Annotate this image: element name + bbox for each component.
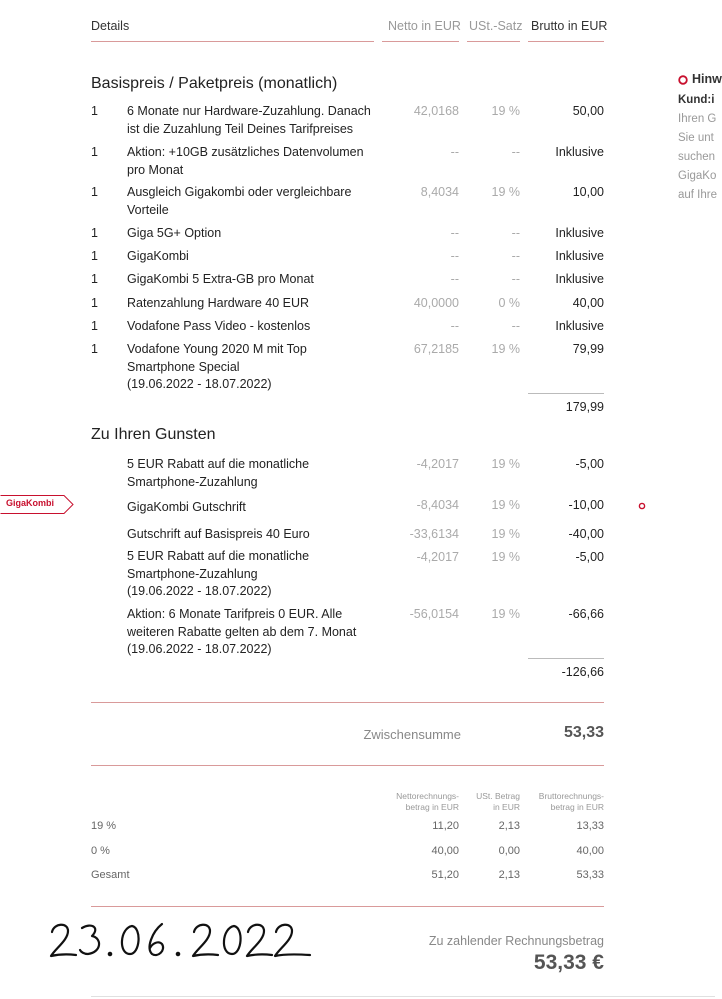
tax-header-gross-line2: betrag in EUR [550,802,604,812]
subtotal-value: 53,33 [563,724,604,741]
subtotal-divider-top [91,702,604,703]
header-underline-netto [382,41,459,42]
item-gross: 50,00 [572,104,604,118]
item-description: GigaKombi [127,249,189,263]
tax-row-label: 0 % [91,845,110,857]
tax-header-net [396,791,459,813]
tax-row-vat: 2,13 [498,869,520,881]
footer-divider [91,996,715,997]
tax-header-net-line1: Nettorechnungs- [396,791,459,801]
header-underline-brutto [528,41,604,42]
item-vat: 19 % [491,104,520,118]
tax-header-net-line2: betrag in EUR [405,802,459,812]
item-net: -56,0154 [409,607,459,621]
tax-row-gross: 53,33 [576,869,604,881]
side-note-line: Sie unt [678,132,714,144]
credit-total-divider [528,658,604,659]
item-gross: Inklusive [555,319,604,333]
item-net: -- [450,249,459,263]
item-description: Vodafone Pass Video - kostenlos [127,319,311,333]
item-description: 6 Monate nur Hardware-Zuzahlung. Danach ist die Zuzahlung Teil Deines Tarifpreises [127,104,371,136]
tax-header-gross [539,791,604,813]
header-underline-details [91,41,374,42]
handwritten-date-mark [48,918,318,964]
side-note-line: Kund:i [678,94,715,106]
column-header-ust: USt.-Satz [469,19,523,33]
section-title-credit: Zu Ihren Gunsten [91,426,216,443]
item-qty: 1 [91,296,98,310]
item-net: -- [450,272,459,286]
gigakombi-tag [0,495,74,514]
item-vat: 19 % [491,527,520,541]
item-vat: -- [511,249,520,263]
base-total-divider [528,393,604,394]
item-description: Giga 5G+ Option [127,226,222,240]
item-gross: Inklusive [555,272,604,286]
item-vat: 0 % [498,296,520,310]
item-vat: -- [511,226,520,240]
credit-total: -126,66 [561,665,604,679]
tax-row-net: 40,00 [431,845,459,857]
side-note-line: GigaKo [678,170,717,182]
item-description: Ausgleich Gigakombi oder vergleichbare Vorteile [127,185,352,217]
tax-table-divider [91,906,604,907]
item-net: -- [450,226,459,240]
item-description: 5 EUR Rabatt auf die monatliche Smartphone-Zuzahlung [127,549,310,581]
gigakombi-tag-label: GigaKombi [6,498,55,508]
item-gross: Inklusive [555,249,604,263]
column-header-netto: Netto in EUR [388,19,461,33]
item-vat: 19 % [491,550,520,564]
item-description: Aktion: 6 Monate Tarifpreis 0 EUR. Alle weiteren Rabatte gelten ab dem 7. Monat [127,607,357,639]
tax-header-vat-line2: in EUR [493,802,520,812]
item-qty: 1 [91,272,98,286]
item-net: -4,2017 [416,550,459,564]
item-net: -33,6134 [409,527,459,541]
item-vat: -- [511,145,520,159]
item-net: -4,2017 [416,457,459,471]
subtotal-label: Zwischensumme [363,727,461,742]
item-gross: -66,66 [568,607,604,621]
side-note-line: auf Ihre [678,189,717,201]
item-period: (19.06.2022 - 18.07.2022) [127,377,272,391]
item-net: -- [450,145,459,159]
header-underline-ust [467,41,520,42]
tax-row-gross: 40,00 [576,845,604,857]
payment-label: Zu zahlender Rechnungsbetrag [428,934,604,948]
tax-header-gross-line1: Bruttorechnungs- [538,791,604,801]
subtotal-divider-bottom [91,765,604,766]
item-gross: Inklusive [555,145,604,159]
base-total: 179,99 [565,400,604,414]
item-gross: 79,99 [572,342,604,356]
tax-row-net: 11,20 [432,820,459,832]
tax-row-net: 51,20 [431,869,459,881]
item-description: Vodafone Young 2020 M mit Top Smartphone Special [127,342,307,374]
item-net: -- [450,319,459,333]
item-period: (19.06.2022 - 18.07.2022) [127,584,272,598]
item-gross: Inklusive [555,226,604,240]
item-description: Aktion: +10GB zusätzliches Datenvolumen pro Monat [127,145,364,177]
tax-row-vat: 0,00 [498,845,520,857]
column-header-details: Details [91,19,130,33]
item-net: 40,0000 [413,296,459,310]
item-description: GigaKombi 5 Extra-GB pro Monat [127,272,314,286]
tax-row-gross: 13,33 [576,820,604,832]
item-qty: 1 [91,145,98,159]
side-note-line: Ihren G [678,113,717,125]
tax-header-vat [476,791,520,813]
item-gross: -40,00 [568,527,604,541]
item-gross: -5,00 [575,550,604,564]
item-qty: 1 [91,104,98,118]
info-circle-icon [678,75,688,85]
item-qty: 1 [91,319,98,333]
payment-value: 53,33 € [533,951,604,974]
item-net: -8,4034 [416,498,459,512]
item-qty: 1 [91,342,98,356]
item-vat: 19 % [491,498,520,512]
item-qty: 1 [91,185,98,199]
column-header-brutto: Brutto in EUR [531,19,608,33]
item-vat: 19 % [491,607,520,621]
side-note-title: Hinw [692,72,722,86]
item-net: 42,0168 [413,104,459,118]
section-title-base: Basispreis / Paketpreis (monatlich) [91,75,338,92]
item-description: Ratenzahlung Hardware 40 EUR [127,296,310,310]
item-net: 67,2185 [413,342,459,356]
item-gross: 10,00 [572,185,604,199]
tax-header-vat-line1: USt. Betrag [476,791,520,801]
item-vat: -- [511,319,520,333]
item-gross: -10,00 [568,498,604,512]
item-qty: 1 [91,249,98,263]
side-note-line: suchen [678,151,716,163]
item-vat: 19 % [491,185,520,199]
item-description: GigaKombi Gutschrift [127,500,246,514]
item-description: 5 EUR Rabatt auf die monatliche Smartphone-Zuzahlung [127,457,310,489]
item-gross: 40,00 [572,296,604,310]
tax-row-vat: 2,13 [498,820,520,832]
item-vat: 19 % [491,457,520,471]
item-gross: -5,00 [575,457,604,471]
item-vat: 19 % [491,342,520,356]
tax-row-label: 19 % [91,820,117,832]
item-qty: 1 [91,226,98,240]
item-vat: -- [511,272,520,286]
item-net: 8,4034 [420,185,459,199]
marker-circle-icon [638,502,646,510]
item-period: (19.06.2022 - 18.07.2022) [127,642,272,656]
item-description: Gutschrift auf Basispreis 40 Euro [127,527,310,541]
tax-row-label: Gesamt [91,869,130,881]
